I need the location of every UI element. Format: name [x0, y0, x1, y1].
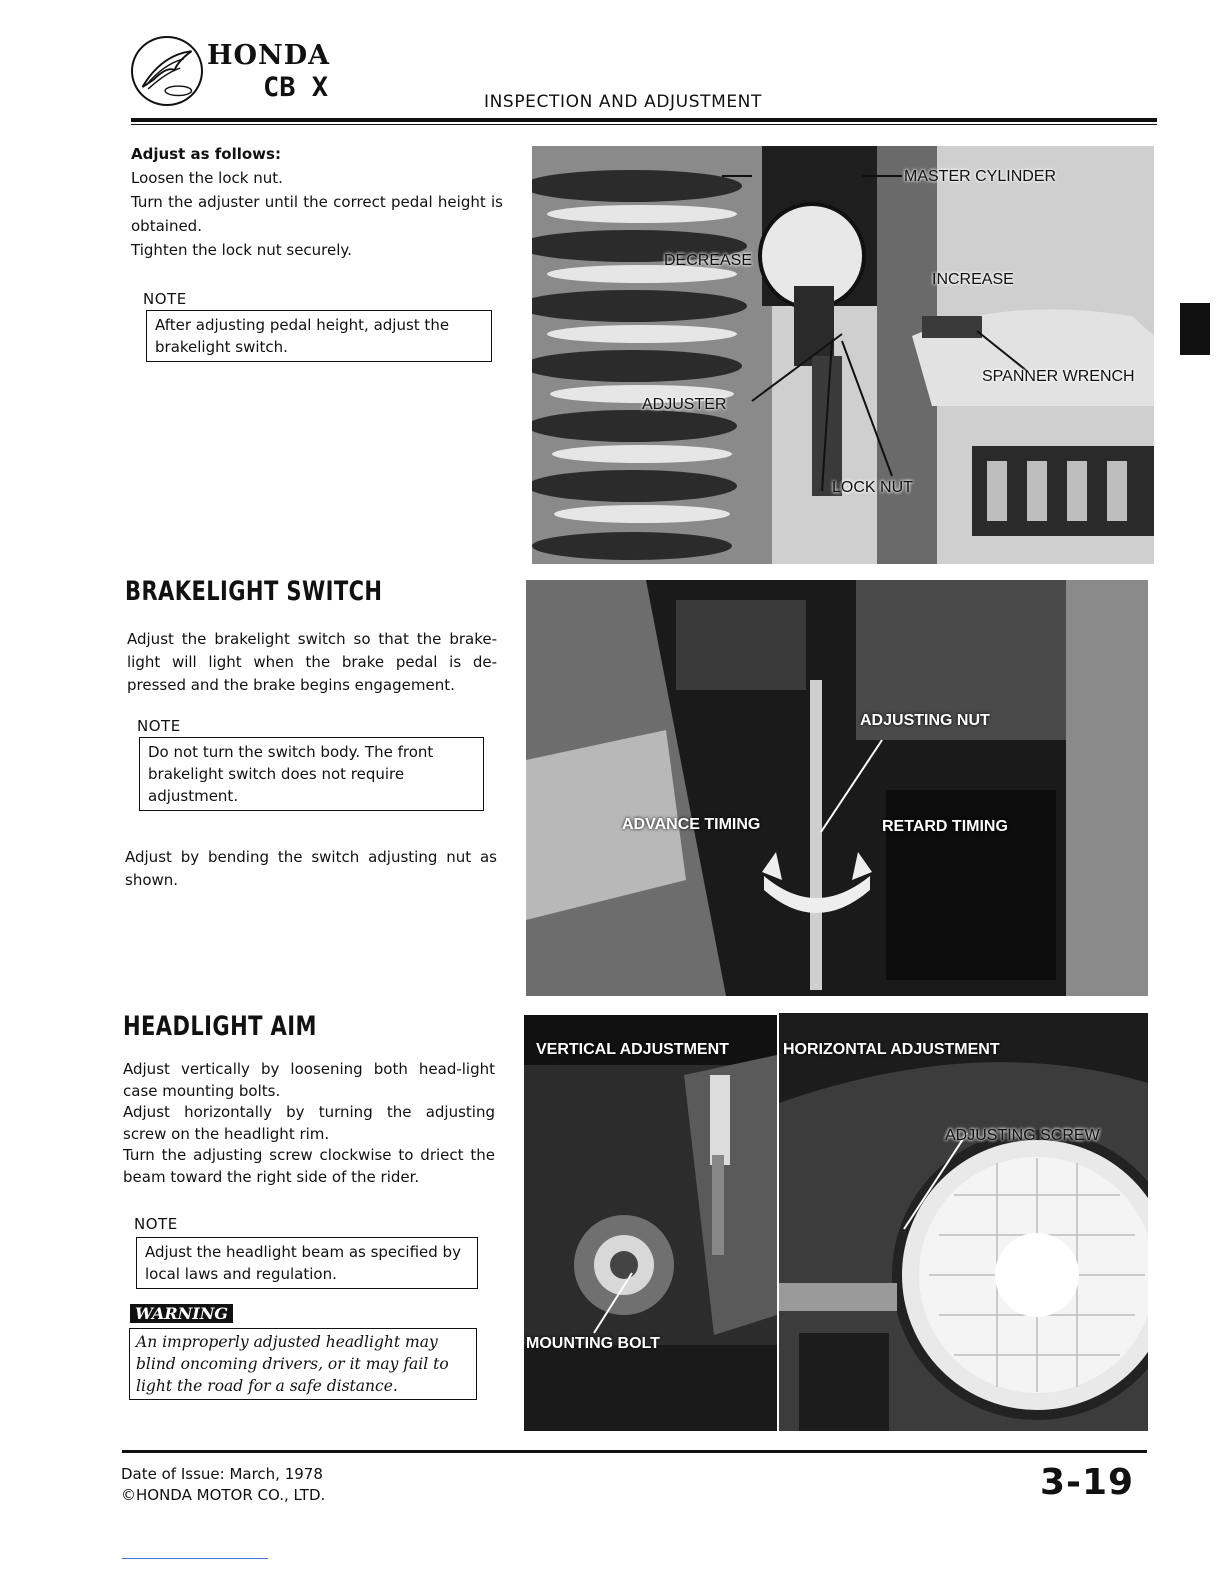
wing-icon — [133, 38, 201, 104]
label-retard-timing: RETARD TIMING — [882, 818, 1008, 835]
headlight-step-3: Turn the adjusting screw clockwise to driect the beam toward the right side of the rider. — [123, 1146, 495, 1186]
header-rule — [131, 118, 1157, 122]
label-adjusting-nut: ADJUSTING NUT — [860, 712, 990, 729]
note-label: NOTE — [134, 1215, 178, 1233]
adjust-heading: Adjust as follows: — [131, 145, 281, 163]
label-lock-nut: LOCK NUT — [832, 479, 913, 496]
label-adjuster: ADJUSTER — [642, 396, 727, 413]
link-underline — [122, 1558, 268, 1559]
copyright: ©HONDA MOTOR CO., LTD. — [121, 1486, 326, 1504]
adjust-step-3: Tighten the lock nut securely. — [131, 241, 352, 259]
warning-box: An improperly adjusted headlight may blind oncoming drivers, or it may fail to light the road for a safe distance. — [129, 1328, 477, 1400]
brakelight-paragraph: Adjust the brakelight switch so that the brake-light will light when the brake pedal is de-pressed and the brake begins engagement. — [127, 630, 497, 694]
headlight-step-1: Adjust vertically by loosening both head-light case mounting bolts. — [123, 1060, 495, 1100]
adjust-step-1: Loosen the lock nut. — [131, 169, 283, 187]
pedal-adjust-photo — [532, 146, 1154, 564]
section-thumb-tab — [1180, 303, 1210, 355]
adjust-step-2: Turn the adjuster until the correct pedal height is obtained. — [131, 193, 503, 235]
label-adjusting-screw: ADJUSTING SCREW — [945, 1127, 1100, 1144]
honda-wing-logo — [131, 36, 203, 106]
label-spanner-wrench: SPANNER WRENCH — [982, 368, 1135, 385]
adjust-instructions — [131, 142, 503, 262]
footer-rule — [122, 1450, 1147, 1453]
brand-name: HONDA — [207, 40, 331, 71]
label-master-cylinder: MASTER CYLINDER — [904, 168, 1057, 185]
footer-info — [121, 1464, 325, 1506]
brakelight-switch-photo — [526, 580, 1148, 996]
issue-date: Date of Issue: March, 1978 — [121, 1465, 323, 1483]
section-title: INSPECTION AND ADJUSTMENT — [484, 92, 762, 112]
horizontal-adjustment-photo — [779, 1013, 1148, 1431]
vertical-adjustment-photo — [524, 1015, 777, 1431]
label-increase: INCREASE — [932, 271, 1014, 288]
label-vertical-adjustment: VERTICAL ADJUSTMENT — [536, 1041, 729, 1058]
note-label: NOTE — [143, 290, 187, 308]
bending-instruction: Adjust by bending the switch adjusting nut as shown. — [125, 848, 497, 889]
model-name: CB X — [263, 72, 329, 103]
brakelight-switch-title: BRAKELIGHT SWITCH — [125, 576, 383, 607]
label-horizontal-adjustment: HORIZONTAL ADJUSTMENT — [783, 1041, 1000, 1058]
headlight-aim-title: HEADLIGHT AIM — [123, 1011, 317, 1042]
label-advance-timing: ADVANCE TIMING — [622, 816, 761, 833]
note-box: After adjusting pedal height, adjust the brakelight switch. — [146, 310, 492, 362]
warning-label: WARNING — [130, 1304, 233, 1323]
note-box: Do not turn the switch body. The front brakelight switch does not require adjustment. — [139, 737, 484, 811]
headlight-instructions — [123, 1059, 495, 1188]
page-number: 3-19 — [1040, 1462, 1135, 1503]
headlight-step-2: Adjust horizontally by turning the adjusting screw on the headlight rim. — [123, 1103, 495, 1143]
header-rule-thin — [131, 124, 1157, 125]
label-decrease: DECREASE — [664, 252, 753, 269]
note-box: Adjust the headlight beam as specified by local laws and regulation. — [136, 1237, 478, 1289]
note-label: NOTE — [137, 717, 181, 735]
label-mounting-bolt: MOUNTING BOLT — [526, 1335, 660, 1352]
